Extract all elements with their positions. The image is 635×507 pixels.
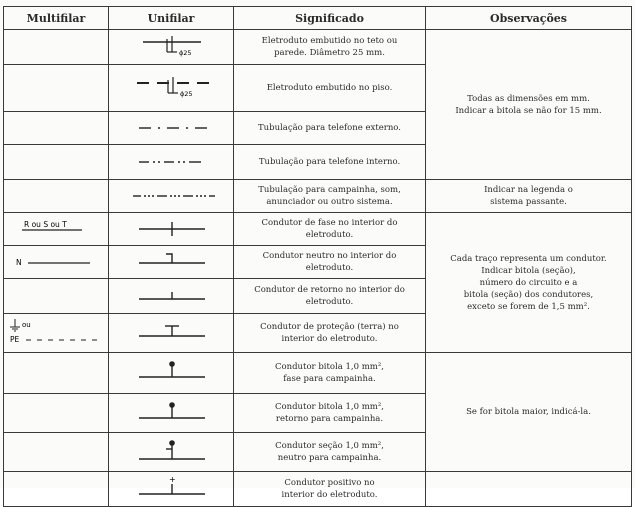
significado-cell: Condutor neutro no interior do eletroduto. bbox=[234, 246, 426, 279]
legend-table bbox=[3, 6, 632, 507]
header-observacoes: Observações bbox=[426, 7, 632, 30]
unifilar-cell bbox=[109, 145, 234, 180]
header-significado: Significado bbox=[234, 7, 426, 30]
phone-internal-symbol bbox=[109, 145, 234, 179]
multifilar-cell bbox=[4, 246, 109, 279]
significado-cell: Condutor de fase no interior do eletroduto. bbox=[234, 213, 426, 246]
header-unifilar: Unifilar bbox=[109, 7, 234, 30]
significado-cell: Condutor bitola 1,0 mm², retorno para campainha. bbox=[234, 394, 426, 433]
significado-cell: Condutor bitola 1,0 mm², fase para campainha. bbox=[234, 353, 426, 394]
significado-cell: Condutor positivo no interior do eletroduto. bbox=[234, 472, 426, 507]
significado-cell: Condutor de proteção (terra) no interior do eletroduto. bbox=[234, 314, 426, 353]
significado-cell: Tubulação para telefone externo. bbox=[234, 112, 426, 145]
neutral-conductor-symbol bbox=[109, 246, 234, 278]
conduit-floor-symbol bbox=[109, 65, 234, 111]
significado-cell: Condutor de retorno no interior do eletroduto. bbox=[234, 279, 426, 314]
table-row bbox=[4, 213, 632, 246]
multifilar-cell bbox=[4, 353, 109, 394]
unifilar-cell bbox=[109, 472, 234, 507]
return-conductor-symbol bbox=[109, 279, 234, 313]
observacao-cell: Todas as dimensões em mm. Indicar a bitola se não for 15 mm. bbox=[426, 30, 632, 180]
header-multifilar: Multifilar bbox=[4, 7, 109, 30]
symbol-label: + bbox=[169, 475, 176, 484]
conduit-ceiling-symbol bbox=[109, 30, 234, 64]
multifilar-cell bbox=[4, 145, 109, 180]
multifilar-cell bbox=[4, 30, 109, 65]
table-row bbox=[4, 353, 632, 394]
significado-cell: Eletroduto embutido no piso. bbox=[234, 65, 426, 112]
multifilar-cell bbox=[4, 112, 109, 145]
unifilar-cell bbox=[109, 112, 234, 145]
bell-neutral-symbol bbox=[109, 433, 234, 471]
unifilar-cell bbox=[109, 180, 234, 213]
unifilar-cell bbox=[109, 279, 234, 314]
observacao-cell bbox=[426, 472, 632, 507]
observacao-cell: Indicar na legenda o sistema passante. bbox=[426, 180, 632, 213]
significado-cell: Eletroduto embutido no teto ou parede. Diâmetro 25 mm. bbox=[234, 30, 426, 65]
multifilar-cell bbox=[4, 279, 109, 314]
multifilar-cell bbox=[4, 213, 109, 246]
multifilar-label-pe: PE bbox=[10, 335, 20, 344]
significado-cell: Tubulação para campainha, som, anunciador ou outro sistema. bbox=[234, 180, 426, 213]
multifilar-cell bbox=[4, 472, 109, 507]
unifilar-cell bbox=[109, 246, 234, 279]
significado-cell: Condutor seção 1,0 mm², neutro para campainha. bbox=[234, 433, 426, 472]
multifilar-label: N bbox=[16, 258, 22, 267]
neutral-multifilar-symbol bbox=[4, 246, 109, 278]
ground-multifilar-symbol bbox=[4, 314, 109, 352]
bell-phase-symbol bbox=[109, 353, 234, 393]
header-row bbox=[4, 7, 632, 30]
multifilar-cell bbox=[4, 394, 109, 433]
unifilar-cell bbox=[109, 433, 234, 472]
unifilar-cell bbox=[109, 314, 234, 353]
unifilar-cell bbox=[109, 65, 234, 112]
unifilar-cell bbox=[109, 30, 234, 65]
multifilar-cell bbox=[4, 314, 109, 353]
multifilar-cell bbox=[4, 433, 109, 472]
phase-conductor-symbol bbox=[109, 213, 234, 245]
phone-external-symbol bbox=[109, 112, 234, 144]
symbol-label: ϕ25 bbox=[179, 49, 192, 57]
significado-cell: Tubulação para telefone interno. bbox=[234, 145, 426, 180]
unifilar-cell bbox=[109, 394, 234, 433]
multifilar-cell bbox=[4, 65, 109, 112]
phase-multifilar-symbol bbox=[4, 213, 109, 245]
table-row bbox=[4, 180, 632, 213]
unifilar-cell bbox=[109, 213, 234, 246]
multifilar-label: R ou S ou T bbox=[24, 220, 67, 229]
multifilar-cell bbox=[4, 180, 109, 213]
bell-system-symbol bbox=[109, 180, 234, 212]
bell-return-symbol bbox=[109, 394, 234, 432]
table-row bbox=[4, 30, 632, 65]
observacao-cell: Se for bitola maior, indicá-la. bbox=[426, 353, 632, 472]
table-row bbox=[4, 472, 632, 507]
symbol-label: ϕ25 bbox=[180, 90, 193, 98]
unifilar-cell bbox=[109, 353, 234, 394]
positive-conductor-symbol bbox=[109, 472, 234, 506]
observacao-cell: Cada traço representa um condutor. Indicar bitola (seção), número do circuito e a bitola (seção) dos condutores, exceto se forem de 1,5 mm². bbox=[426, 213, 632, 353]
ground-conductor-symbol bbox=[109, 314, 234, 352]
multifilar-label-ou: ou bbox=[22, 321, 31, 329]
